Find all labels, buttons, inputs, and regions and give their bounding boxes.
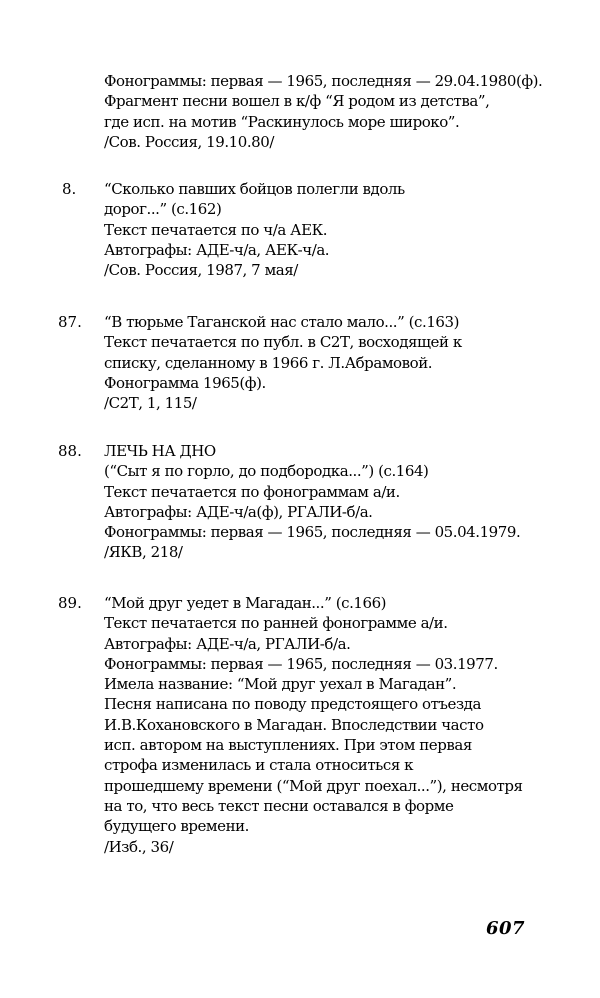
text-line: Фонограммы: первая — 1965, последняя — 05.04.1979. xyxy=(104,523,521,542)
entry-text xyxy=(104,593,574,857)
entry-number: 87. xyxy=(58,313,82,331)
text-line: дорог...” (с.162) xyxy=(104,200,222,219)
text-line: Автографы: АДЕ-ч/а, РГАЛИ-б/а. xyxy=(104,634,351,653)
text-line: Текст печатается по публ. в С2Т, восходящей к xyxy=(104,333,462,352)
text-line: исп. автором на выступлениях. При этом первая xyxy=(104,736,472,755)
text-line: Фонограммы: первая — 1965, последняя — 29.04.1980(ф). xyxy=(104,72,543,90)
page-number: 607 xyxy=(486,918,526,939)
text-line: “В тюрьме Таганской нас стало мало...” (с.163) xyxy=(104,313,460,331)
text-line: списку, сделанному в 1966 г. Л.Абрамовой. xyxy=(104,353,433,372)
text-line: Фонограмма 1965(ф). xyxy=(104,373,266,392)
entry-number: 8. xyxy=(62,180,77,198)
text-line: Текст печатается по ранней фонограмме а/и. xyxy=(104,614,448,633)
text-line: Имела название: “Мой друг уехал в Магадан”. xyxy=(104,675,457,694)
entry-text xyxy=(104,441,574,563)
text-line: (“Сыт я по горло, до подбородка...”) (с.164) xyxy=(104,462,429,481)
text-line: Автографы: АДЕ-ч/а(ф), РГАЛИ-б/а. xyxy=(104,502,373,521)
entry-number: 89. xyxy=(58,594,82,612)
text-line: где исп. на мотив “Раскинулось море широко”. xyxy=(104,112,460,131)
text-line: Песня написана по поводу предстоящего отъезда xyxy=(104,695,481,714)
text-line: “Сколько павших бойцов полегли вдоль xyxy=(104,180,405,198)
text-line: ЛЕЧЬ НА ДНО xyxy=(104,442,216,460)
text-line: Автографы: АДЕ-ч/а, АЕК-ч/а. xyxy=(104,240,330,259)
text-line: Текст печатается по фонограммам а/и. xyxy=(104,482,400,501)
text-line: будущего времени. xyxy=(104,817,249,836)
text-line: Текст печатается по ч/а АЕК. xyxy=(104,220,328,239)
entry-text xyxy=(104,312,574,413)
text-line: Фонограммы: первая — 1965, последняя — 03.1977. xyxy=(104,654,498,673)
text-line: /ЯКВ, 218/ xyxy=(104,543,183,562)
text-line: Фрагмент песни вошел в к/ф “Я родом из детства”, xyxy=(104,92,490,111)
text-line: /С2Т, 1, 115/ xyxy=(104,394,197,413)
entry-number: 88. xyxy=(58,442,82,460)
text-line: И.В.Кохановского в Магадан. Впоследствии часто xyxy=(104,715,484,734)
text-line: “Мой друг уедет в Магадан...” (с.166) xyxy=(104,594,387,612)
text-line: прошедшему времени (“Мой друг поехал...”), несмотря xyxy=(104,776,523,795)
entry-text xyxy=(104,179,574,280)
text-line: на то, что весь текст песни оставался в форме xyxy=(104,796,454,815)
entry-text xyxy=(104,71,574,152)
text-line: /Сов. Россия, 19.10.80/ xyxy=(104,132,274,151)
text-line: /Сов. Россия, 1987, 7 мая/ xyxy=(104,261,298,280)
text-line: строфа изменилась и стала относиться к xyxy=(104,756,414,775)
text-line: /Изб., 36/ xyxy=(104,837,174,856)
